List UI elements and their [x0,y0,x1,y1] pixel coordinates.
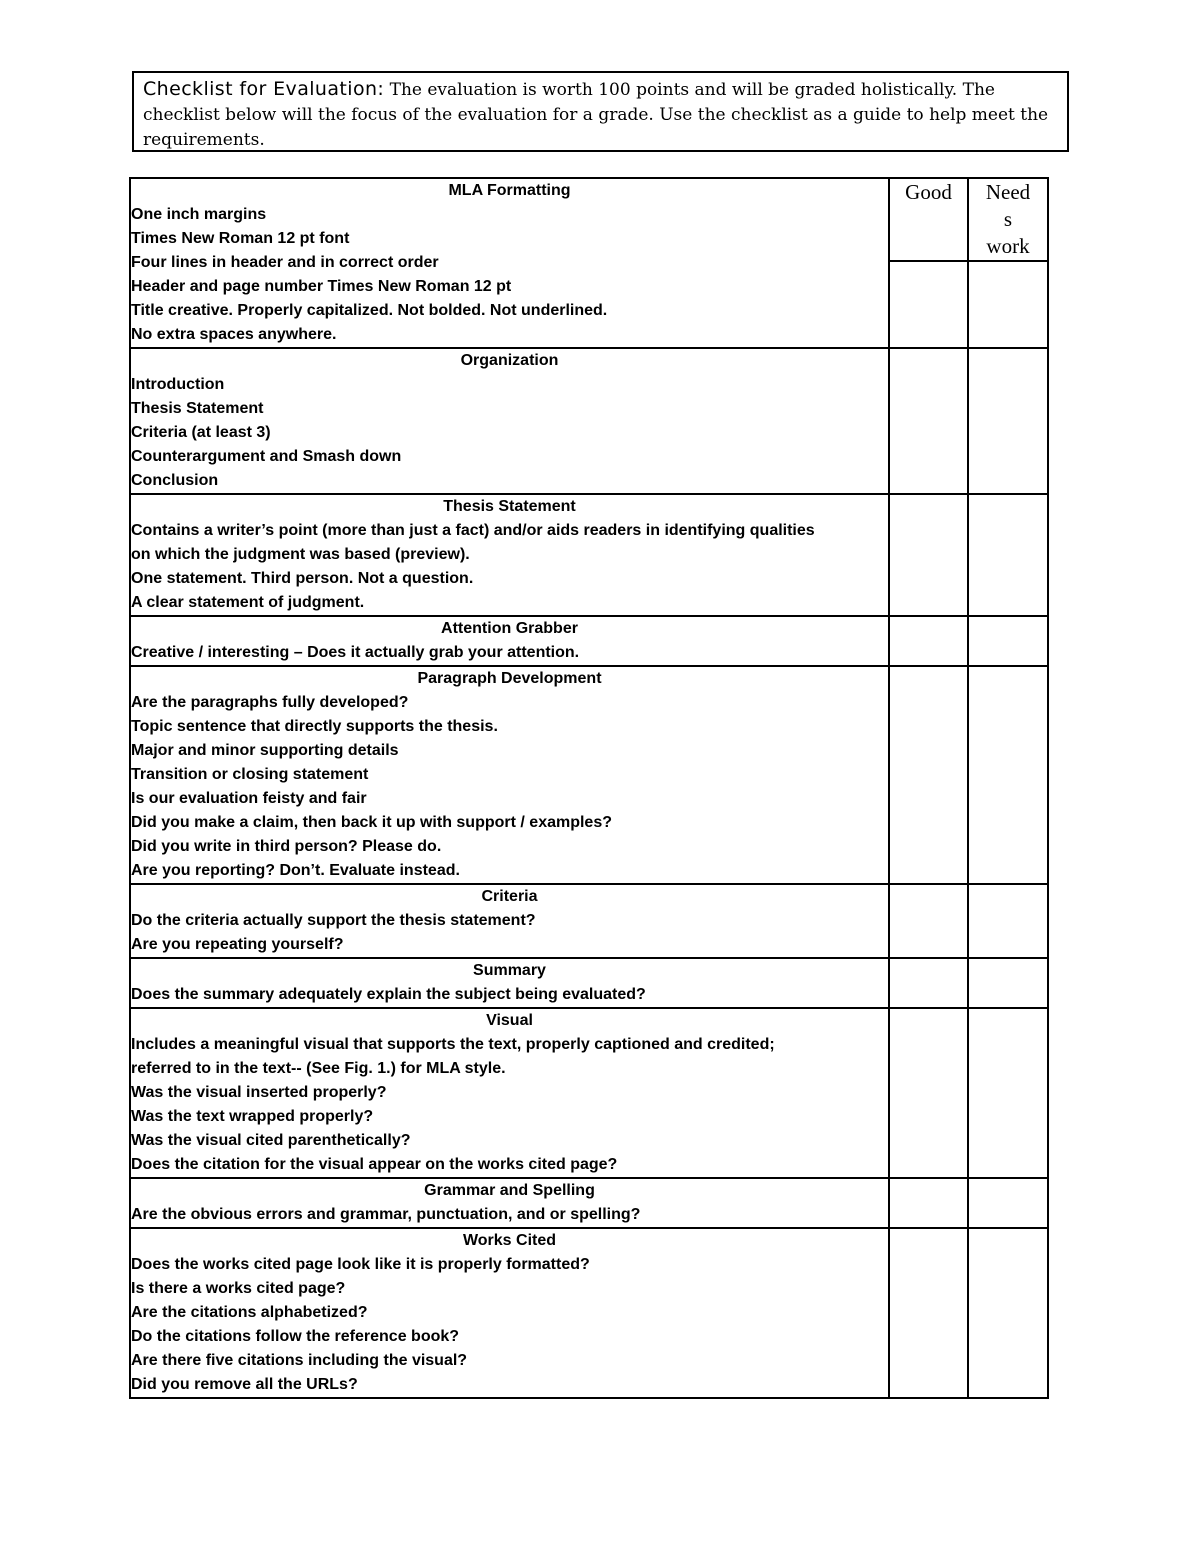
checklist-row [130,958,1048,1008]
checklist-row [130,666,1048,884]
checklist-item: One inch margins [131,206,267,223]
checklist-item: Includes a meaningful visual that supports the text, properly captioned and credited; [131,1036,775,1053]
good-checkbox-cell[interactable] [889,1228,968,1398]
checklist-row [130,494,1048,616]
checklist-item: on which the judgment was based (preview). [131,546,470,563]
checklist-item: Does the summary adequately explain the subject being evaluated? [131,986,646,1003]
section-title: Works Cited [462,1232,557,1249]
needs-work-checkbox-cell[interactable] [968,616,1048,666]
needs-work-checkbox-cell[interactable] [968,958,1048,1008]
needs-work-checkbox-cell[interactable] [968,1008,1048,1178]
section-cell [130,1008,889,1178]
good-checkbox-cell[interactable] [889,884,968,958]
checklist-item: Does the works cited page look like it is properly formatted? [131,1256,590,1273]
checklist-item: Did you remove all the URLs? [131,1376,358,1393]
checklist-item: referred to in the text-- (See Fig. 1.) for MLA style. [131,1060,506,1077]
checklist-item: Title creative. Properly capitalized. Not bolded. Not underlined. [131,302,608,319]
section-title: Grammar and Spelling [424,1182,595,1199]
checklist-item: Was the text wrapped properly? [131,1108,374,1125]
needs-work-column-header [968,178,1048,261]
good-checkbox-cell[interactable] [889,494,968,616]
section-title: Thesis Statement [443,498,576,515]
section-cell [130,1178,889,1228]
checklist-item: Transition or closing statement [131,766,369,783]
section-title: Organization [460,352,559,369]
checklist-item: Header and page number Times New Roman 12 pt [131,278,512,295]
intro-box [132,71,1069,152]
checklist-item: Topic sentence that directly supports the thesis. [131,718,498,735]
section-cell [130,494,889,616]
checklist-item: Conclusion [131,472,219,489]
checklist-item: Are there five citations including the visual? [131,1352,468,1369]
section-cell [130,666,889,884]
checklist-row [130,884,1048,958]
section-cell [130,616,889,666]
checklist-item: A clear statement of judgment. [131,594,365,611]
good-checkbox-cell[interactable] [889,666,968,884]
good-checkbox-cell[interactable] [889,958,968,1008]
needs-work-checkbox-cell[interactable] [968,494,1048,616]
section-title: Attention Grabber [441,620,578,637]
checklist-item: Is there a works cited page? [131,1280,346,1297]
checklist-row [130,178,1048,261]
needs-work-label-line: Need [985,180,1031,204]
section-title: Paragraph Development [417,670,602,687]
section-title: MLA Formatting [448,182,571,199]
checklist-item: Did you write in third person? Please do. [131,838,442,855]
checklist-item: Is our evaluation feisty and fair [131,790,367,807]
section-cell [130,348,889,494]
good-column-header: Good [889,178,968,261]
checklist-item: Do the criteria actually support the thesis statement? [131,912,536,929]
section-cell [130,958,889,1008]
needs-work-checkbox-cell[interactable] [968,261,1048,348]
needs-work-checkbox-cell[interactable] [968,1178,1048,1228]
checklist-row [130,1178,1048,1228]
needs-work-checkbox-cell[interactable] [968,884,1048,958]
good-checkbox-cell[interactable] [889,616,968,666]
needs-work-checkbox-cell[interactable] [968,1228,1048,1398]
checklist-item: Did you make a claim, then back it up with support / examples? [131,814,612,831]
checklist-item: Are the paragraphs fully developed? [131,694,409,711]
checklist-row [130,348,1048,494]
checklist-row [130,616,1048,666]
checklist-item: Contains a writer’s point (more than just a fact) and/or aids readers in identifying qualities [131,522,815,539]
section-cell [130,1228,889,1398]
checklist-item: Major and minor supporting details [131,742,399,759]
section-title: Visual [486,1012,533,1029]
good-checkbox-cell[interactable] [889,348,968,494]
intro-title: Checklist for Evaluation: [143,78,385,100]
checklist-item: Thesis Statement [131,400,264,417]
checklist-item: No extra spaces anywhere. [131,326,337,343]
checklist-item: Times New Roman 12 pt font [131,230,350,247]
intro-text: The evaluation is worth 100 points and will be graded holistically. The checklist below will the focus of the evaluation for a grade. Use the checklist as a guide to help meet the requirements. [143,80,1049,150]
section-title: Summary [473,962,546,979]
checklist-item: Creative / interesting – Does it actually grab your attention. [131,644,580,661]
checklist-item: One statement. Third person. Not a question. [131,570,474,587]
section-cell [130,178,889,348]
checklist-row [130,1008,1048,1178]
checklist-item: Are the obvious errors and grammar, punctuation, and or spelling? [131,1206,641,1223]
checklist-item: Are you repeating yourself? [131,936,344,953]
checklist-item: Are the citations alphabetized? [131,1304,368,1321]
section-cell [130,884,889,958]
checklist-item: Four lines in header and in correct order [131,254,439,271]
good-checkbox-cell[interactable] [889,261,968,348]
section-title: Criteria [481,888,538,905]
checklist-item: Does the citation for the visual appear on the works cited page? [131,1156,618,1173]
checklist-row [130,1228,1048,1398]
needs-work-checkbox-cell[interactable] [968,348,1048,494]
needs-work-label-line: work [986,234,1030,258]
checklist-table [129,177,1049,1399]
good-checkbox-cell[interactable] [889,1008,968,1178]
checklist-item: Counterargument and Smash down [131,448,402,465]
checklist-item: Criteria (at least 3) [131,424,271,441]
checklist-item: Introduction [131,376,225,393]
needs-work-checkbox-cell[interactable] [968,666,1048,884]
checklist-item: Was the visual cited parenthetically? [131,1132,411,1149]
checklist-item: Do the citations follow the reference book? [131,1328,460,1345]
checklist-item: Was the visual inserted properly? [131,1084,387,1101]
needs-work-label-line: s [1003,207,1013,231]
checklist-item: Are you reporting? Don’t. Evaluate instead. [131,862,460,879]
good-checkbox-cell[interactable] [889,1178,968,1228]
